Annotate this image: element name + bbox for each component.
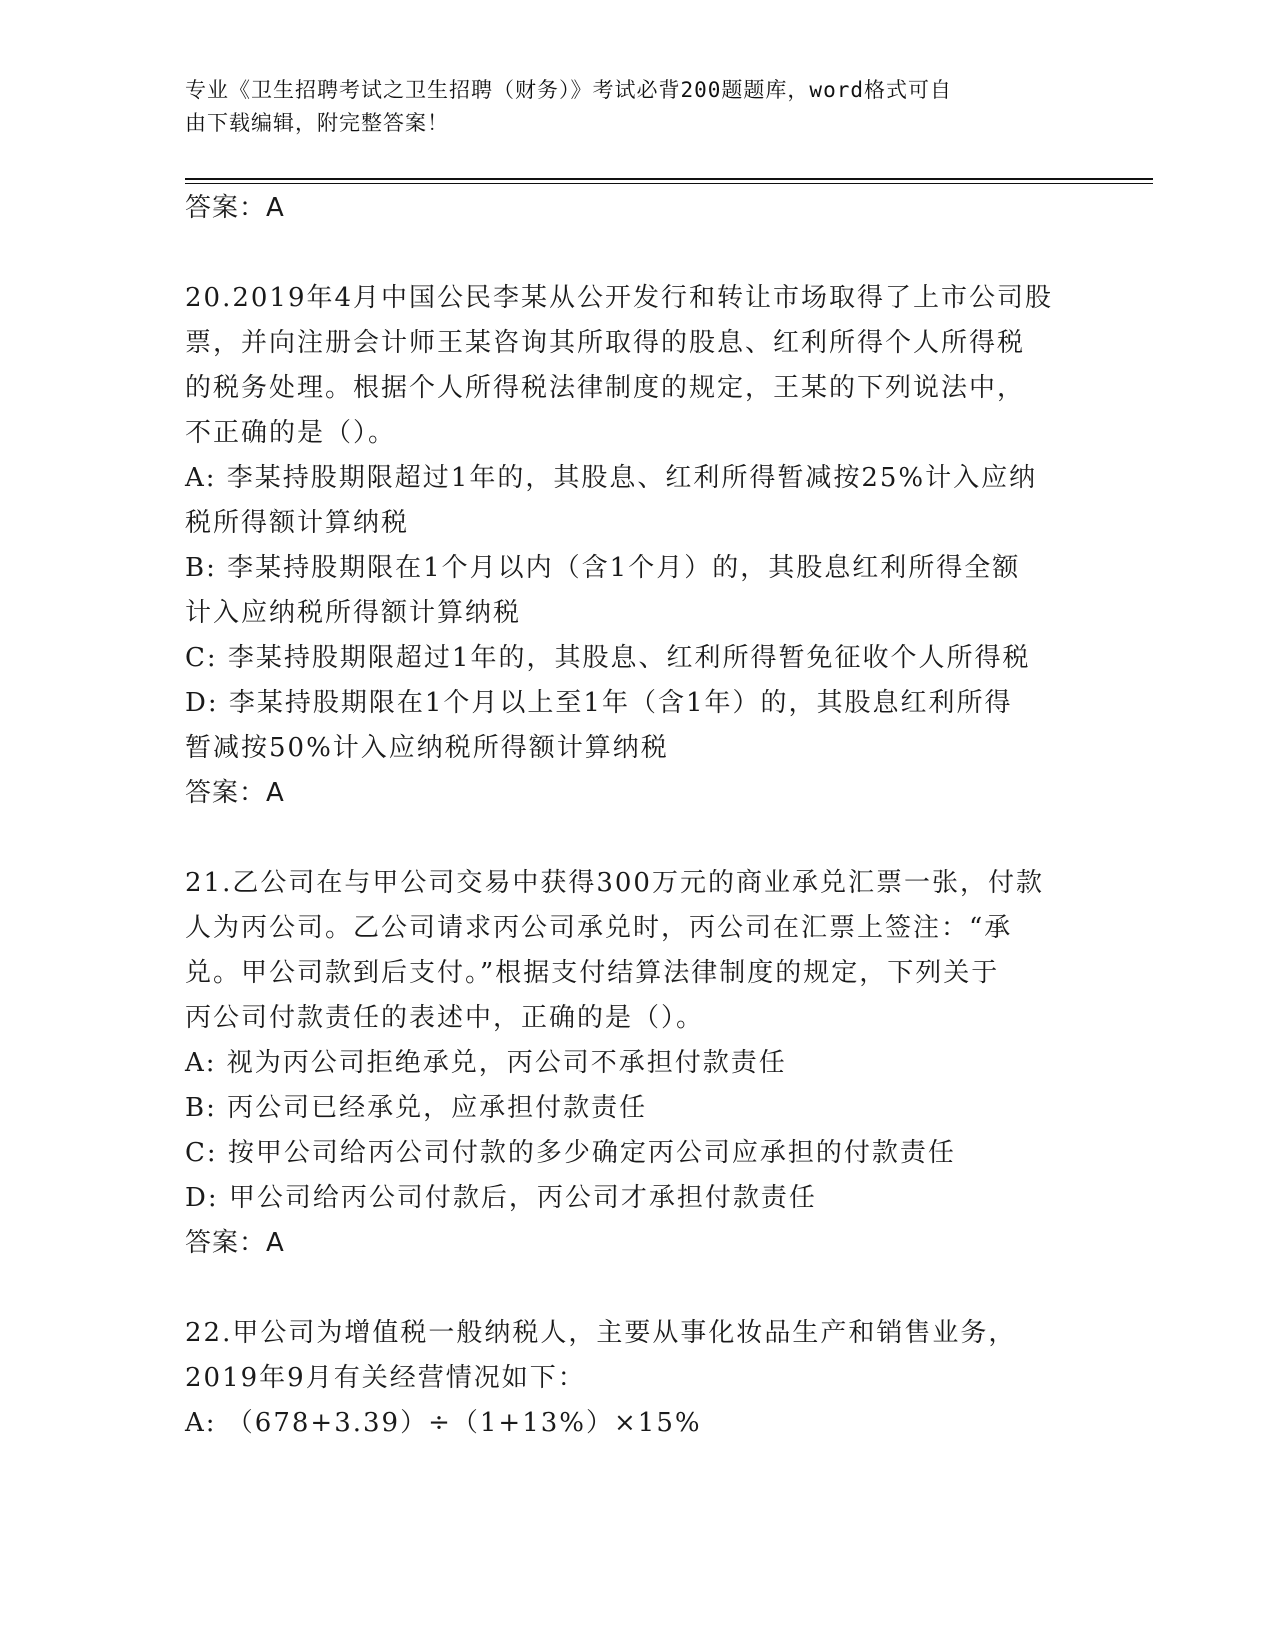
question-text-line: 人为丙公司。乙公司请求丙公司承兑时，丙公司在汇票上签注：“承: [185, 913, 1013, 943]
question-text-line: 20.2019年4月中国公民李某从公开发行和转让市场取得了上市公司股: [185, 283, 1054, 313]
block-spacer: [185, 1266, 1085, 1311]
answer-block: [185, 186, 1085, 231]
option-c-line: C: 李某持股期限超过1年的，其股息、红利所得暂免征收个人所得税: [185, 643, 1031, 673]
answer-line: 答案：A: [185, 193, 285, 223]
block-spacer: [185, 816, 1085, 861]
option-d-line: D: 李某持股期限在1个月以上至1年（含1年）的，其股息红利所得: [185, 688, 1013, 718]
question-text-line: 2019年9月有关经营情况如下：: [185, 1363, 586, 1393]
question-text-line: 不正确的是（）。: [185, 418, 397, 448]
option-c-line: C: 按甲公司给丙公司付款的多少确定丙公司应承担的付款责任: [185, 1138, 956, 1168]
block-spacer: [185, 231, 1085, 276]
header-title-line-1: 专业《卫生招聘考试之卫生招聘（财务）》考试必背200题题库，word格式可自: [185, 78, 952, 102]
option-a-line: A: 视为丙公司拒绝承兑，丙公司不承担付款责任: [185, 1048, 787, 1078]
page-header: [185, 74, 1065, 140]
question-21: [185, 861, 1085, 1266]
option-d-line: 暂减按50%计入应纳税所得额计算纳税: [185, 733, 669, 763]
answer-line: 答案：A: [185, 778, 285, 808]
question-text-line: 21.乙公司在与甲公司交易中获得300万元的商业承兑汇票一张，付款: [185, 868, 1044, 898]
answer-line: 答案：A: [185, 1228, 285, 1258]
question-20: [185, 276, 1085, 816]
header-title-line-2: 由下载编辑，附完整答案！: [185, 111, 449, 135]
question-text-line: 22.甲公司为增值税一般纳税人，主要从事化妆品生产和销售业务，: [185, 1318, 1017, 1348]
option-a-line: A: （678+3.39）÷（1+13%）×15%: [185, 1408, 702, 1438]
option-a-line: 税所得额计算纳税: [185, 508, 410, 538]
document-body: [185, 186, 1085, 1446]
header-divider-thin: [185, 183, 1153, 184]
question-text-line: 的税务处理。根据个人所得税法律制度的规定，王某的下列说法中，: [185, 373, 1026, 403]
question-text-line: 兑。甲公司款到后支付。”根据支付结算法律制度的规定，下列关于: [185, 958, 1000, 988]
option-b-line: B: 丙公司已经承兑，应承担付款责任: [185, 1093, 648, 1123]
option-b-line: B: 李某持股期限在1个月以内（含1个月）的，其股息红利所得全额: [185, 553, 1021, 583]
question-text-line: 丙公司付款责任的表述中，正确的是（）。: [185, 1003, 705, 1033]
question-22: [185, 1311, 1085, 1446]
option-a-line: A: 李某持股期限超过1年的，其股息、红利所得暂减按25%计入应纳: [185, 463, 1038, 493]
header-divider-thick: [185, 178, 1153, 180]
question-text-line: 票，并向注册会计师王某咨询其所取得的股息、红利所得个人所得税: [185, 328, 1026, 358]
option-d-line: D: 甲公司给丙公司付款后，丙公司才承担付款责任: [185, 1183, 817, 1213]
option-b-line: 计入应纳税所得额计算纳税: [185, 598, 522, 628]
